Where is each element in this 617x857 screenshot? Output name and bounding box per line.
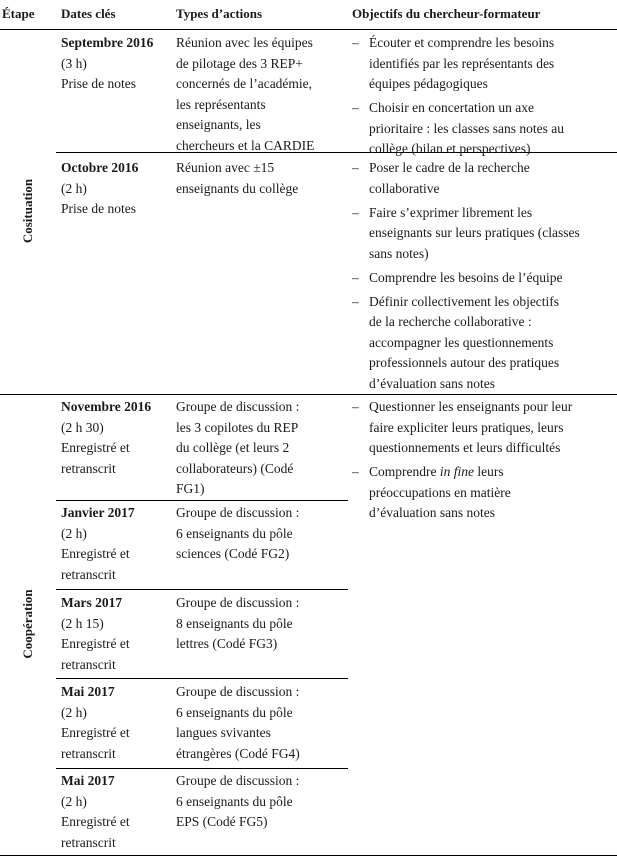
date-cell [61, 682, 173, 764]
dash: – [352, 399, 359, 414]
action-line: 6 enseignants du pôle [176, 525, 293, 541]
row-rule [56, 768, 348, 769]
action-line: étrangères (Codé FG4) [176, 745, 300, 761]
recording-mode: Prise de notes [61, 76, 136, 91]
stage-cosituation: Cosituation [20, 178, 35, 244]
dash: – [352, 293, 359, 309]
date-cell [61, 593, 173, 675]
action-line: du collège (et leurs 2 [176, 440, 290, 455]
recording-mode-line: Enregistré et [61, 546, 130, 561]
action-line: EPS (Codé FG5) [176, 814, 268, 829]
action-line: 6 enseignants du pôle [176, 704, 293, 720]
objective-line: Poser le cadre de la recherche [369, 160, 530, 175]
objective-line: Écouter et comprendre les besoins [369, 35, 555, 50]
date-cell [61, 503, 173, 585]
action-line: enseignants du collège [176, 180, 299, 196]
duration: (2 h 30) [61, 419, 104, 435]
objective-item [352, 462, 617, 524]
header-stage: Étape [2, 6, 35, 21]
action-cell [176, 33, 348, 156]
objectives-list [352, 158, 617, 398]
objective-line: prioritaire : les classes sans notes au [369, 120, 564, 136]
row-rule [56, 589, 348, 590]
action-cell [176, 593, 348, 655]
recording-mode-line: retranscrit [61, 460, 116, 476]
action-line: Groupe de discussion : [176, 399, 300, 414]
table-bottom-rule [0, 855, 617, 856]
dash: – [352, 35, 359, 50]
recording-mode-line: retranscrit [61, 566, 116, 582]
date-title: Janvier 2017 [61, 505, 135, 520]
objective-line: enseignants sur leurs pratiques (classes [369, 225, 580, 240]
recording-mode: Prise de notes [61, 201, 136, 216]
dash: – [352, 464, 359, 479]
action-line: collaborateurs) (Codé [176, 460, 294, 476]
dash: – [352, 160, 359, 175]
row-rule [56, 678, 348, 679]
objective-line: d’évaluation sans notes [369, 505, 495, 520]
objective-line: équipes pédagogiques [369, 76, 488, 91]
objective-item [352, 98, 617, 160]
objective-line: Définir collectivement les objectifs [369, 293, 560, 309]
objective-line: questionnements et leurs difficultés [369, 440, 561, 455]
action-line: Réunion avec ±15 [176, 160, 275, 175]
action-line: langues svivantes [176, 725, 271, 740]
objective-text: leurs [473, 464, 504, 479]
action-line: lettres (Codé FG3) [176, 636, 278, 651]
objective-line: Questionner les enseignants pour leur [369, 399, 573, 414]
duration: (2 h) [61, 180, 87, 196]
date-title: Septembre 2016 [61, 35, 154, 50]
recording-mode-line: Enregistré et [61, 440, 130, 455]
date-cell [61, 771, 173, 853]
objective-line: professionnels autour des pratiques [369, 355, 560, 370]
recording-mode-line: Enregistré et [61, 636, 130, 651]
header-dates: Dates clés [61, 6, 116, 21]
date-title: Mars 2017 [61, 595, 123, 610]
objective-line: collaborative [369, 180, 440, 196]
action-line: 8 enseignants du pôle [176, 615, 293, 631]
duration: (2 h) [61, 525, 87, 541]
action-line: chercheurs et la CARDIE [176, 137, 315, 153]
objective-line: accompagner les questionnements [369, 334, 554, 350]
action-line: 6 enseignants du pôle [176, 793, 293, 809]
action-cell [176, 158, 348, 199]
header-bottom-rule [0, 29, 617, 30]
objective-item [352, 158, 617, 199]
duration: (2 h) [61, 704, 87, 720]
action-cell [176, 682, 348, 764]
objective-line: faire expliciter leurs pratiques, leurs [369, 419, 564, 435]
date-cell [61, 397, 173, 479]
recording-mode-line: Enregistré et [61, 814, 130, 829]
duration: (3 h) [61, 55, 87, 71]
objectives-list [352, 397, 617, 527]
recording-mode-line: retranscrit [61, 834, 116, 850]
date-title: Mai 2017 [61, 684, 115, 699]
date-cell [61, 158, 173, 220]
objective-item [352, 203, 617, 265]
objective-item [352, 292, 617, 395]
action-cell [176, 397, 348, 500]
recording-mode-line: retranscrit [61, 656, 116, 672]
action-line: Groupe de discussion : [176, 773, 300, 788]
action-line: enseignants, les [176, 117, 261, 132]
objective-line: préoccupations en matière [369, 484, 511, 500]
header-objectives: Objectifs du chercheur-formateur [352, 6, 541, 21]
objective-line: Faire s’exprimer librement les [369, 204, 533, 220]
objective-line: Choisir en concertation un axe [369, 100, 534, 115]
objective-line: Comprendre les besoins de l’équipe [369, 269, 563, 285]
duration: (2 h 15) [61, 615, 104, 631]
objective-text: Comprendre [369, 464, 440, 479]
stage-cooperation: Coopération [20, 589, 35, 659]
header-actions: Types d’actions [176, 6, 263, 21]
objectives-list [352, 33, 617, 163]
action-line: de pilotage des 3 REP+ [176, 55, 303, 71]
objective-item [352, 268, 617, 289]
date-title: Novembre 2016 [61, 399, 152, 414]
action-cell [176, 771, 348, 833]
action-line: sciences (Codé FG2) [176, 546, 290, 561]
recording-mode-line: retranscrit [61, 745, 116, 761]
action-line: les représentants [176, 96, 266, 112]
duration: (2 h) [61, 793, 87, 809]
objective-line: identifiés par les représentants des [369, 55, 555, 71]
date-title: Octobre 2016 [61, 160, 139, 175]
action-line: les 3 copilotes du REP [176, 419, 299, 435]
objective-line: collège (bilan et perspectives) [369, 141, 531, 156]
dash: – [352, 204, 359, 220]
action-line: Groupe de discussion : [176, 505, 300, 520]
action-line: Groupe de discussion : [176, 684, 300, 699]
objective-line: de la recherche collaborative : [369, 314, 532, 329]
objective-line [369, 462, 617, 483]
action-line: concernés de l’académie, [176, 76, 313, 91]
date-title: Mai 2017 [61, 773, 115, 788]
objective-item [352, 397, 617, 459]
action-line: Réunion avec les équipes [176, 35, 313, 50]
action-line: FG1) [176, 481, 205, 496]
date-cell [61, 33, 173, 95]
recording-mode-line: Enregistré et [61, 725, 130, 740]
objective-italic-text: in fine [439, 464, 474, 479]
objective-item [352, 33, 617, 95]
objective-line: sans notes) [369, 245, 429, 261]
dash: – [352, 269, 359, 285]
action-line: Groupe de discussion : [176, 595, 300, 610]
row-rule [56, 500, 348, 501]
objective-line: d’évaluation sans notes [369, 375, 495, 391]
dash: – [352, 100, 359, 115]
action-cell [176, 503, 348, 565]
